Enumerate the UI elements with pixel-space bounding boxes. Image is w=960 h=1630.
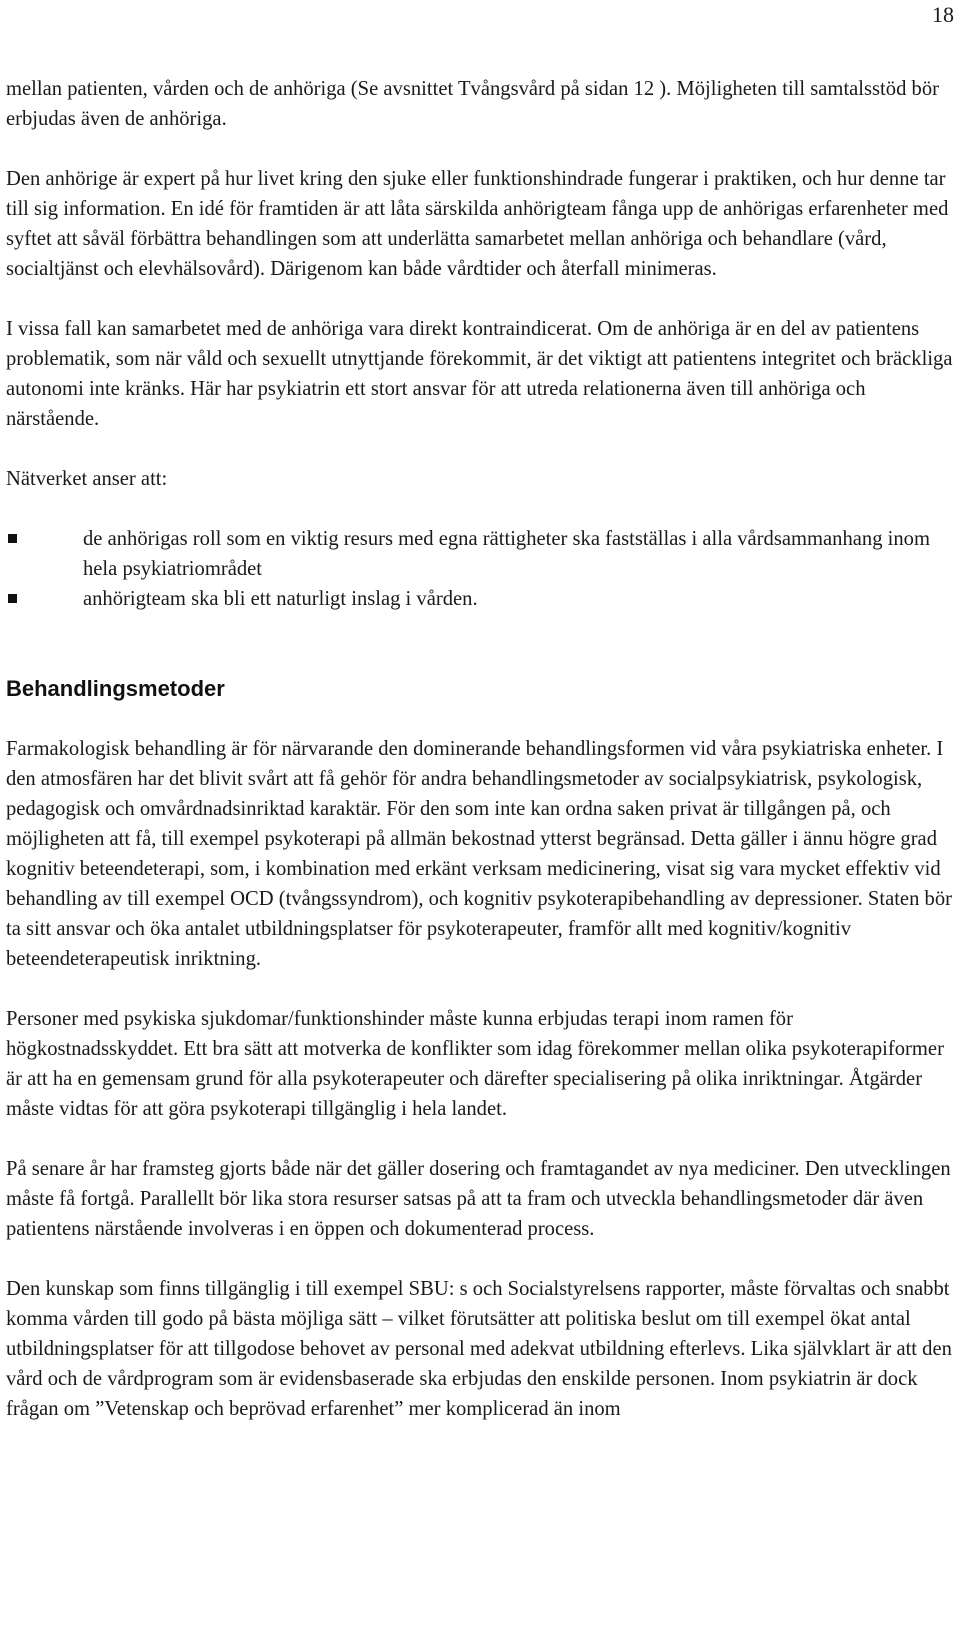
paragraph-natverket-anser: Nätverket anser att: bbox=[6, 468, 168, 490]
paragraph-farmakologisk: Farmakologisk behandling är för närvarande den dominerande behandlingsformen vid våra psykiatriska enheter. I den atmosfären har det blivit svårt att få gehör för andra behandlingsmetoder av socialpsykiatrisk, psykologisk, pedagogisk och omvårdnadsinriktad karaktär. För den som inte kan ordna saken privat är tillgången på, och möjligheten att få, till exempel psykoterapi på allmän bekostnad ytterst begränsad. Detta gäller i ännu högre grad kognitiv beteendeterapi, som, i kombination med erkänt verksam medicinering, visat sig vara mycket effektiv vid behandling av till exempel OCD (tvångssyndrom), och kognitiv psykoterapibehandling av depressioner. Staten bör ta sitt ansvar och öka antalet utbildningsplatser för psykoterapeuter, framför allt med kognitiv/kognitiv beteendeterapeutisk inriktning. bbox=[6, 738, 952, 970]
list-item bbox=[6, 524, 958, 584]
square-bullet-icon bbox=[8, 534, 17, 543]
paragraph-kunskap: Den kunskap som finns tillgänglig i till exempel SBU: s och Socialstyrelsens rapporter, måste förvaltas och snabbt komma vården till godo på bästa möjliga sätt – vilket förutsätter att politiska beslut om till exempel ökat antal utbildningsplatser för att tillgodose behovet av personal med adekvat utbildning efterlevs. Lika självklart är att den vård och de vårdprogram som är evidensbaserade ska erbjudas den enskilde personen. Inom psykiatrin är dock frågan om ”Vetenskap och beprövad erfarenhet” mer komplicerad än inom bbox=[6, 1278, 952, 1420]
list-item bbox=[6, 584, 958, 614]
square-bullet-icon bbox=[8, 594, 17, 603]
paragraph-anhorig-expert: Den anhörige är expert på hur livet kring den sjuke eller funktionshindrade fungerar i praktiken, och hur denne tar till sig information. En idé för framtiden är att låta särskilda anhörigteam fånga upp de anhörigas erfarenheter med syftet att såväl förbättra behandlingen som att underlätta samarbetet mellan anhöriga och behandlare (vård, socialtjänst och elevhälsovård). Därigenom kan både vårdtider och återfall minimeras. bbox=[6, 168, 949, 280]
list-item-text: de anhörigas roll som en viktig resurs med egna rättigheter ska fastställas i alla vårdsammanhang inom hela psykiatriområdet bbox=[83, 528, 930, 580]
paragraph-hogkostnadsskydd: Personer med psykiska sjukdomar/funktionshinder måste kunna erbjudas terapi inom ramen för högkostnadsskyddet. Ett bra sätt att motverka de konflikter som idag förekommer mellan olika psykoterapiformer är att ha en gemensam grund för alla psykoterapeuter och därefter specialisering på olika inriktningar. Åtgärder måste vidtas för att göra psykoterapi tillgänglig i hela landet. bbox=[6, 1008, 944, 1120]
recommendation-list bbox=[6, 524, 958, 614]
page-number: 18 bbox=[932, 2, 954, 27]
paragraph-continuation: mellan patienten, vården och de anhöriga (Se avsnittet Tvångsvård på sidan 12 ). Möjligheten till samtalsstöd bör erbjudas även de anhöriga. bbox=[6, 78, 939, 130]
list-item-text: anhörigteam ska bli ett naturligt inslag i vården. bbox=[83, 588, 478, 610]
paragraph-framsteg: På senare år har framsteg gjorts både när det gäller dosering och framtagandet av nya mediciner. Den utvecklingen måste få fortgå. Parallellt bör lika stora resurser satsas på att ta fram och utveckla behandlingsmetoder där även patientens närstående involveras i en öppen och dokumenterad process. bbox=[6, 1158, 951, 1240]
section-heading: Behandlingsmetoder bbox=[6, 676, 225, 701]
page-body bbox=[6, 74, 958, 1424]
paragraph-kontraindicerat: I vissa fall kan samarbetet med de anhöriga vara direkt kontraindicerat. Om de anhöriga är en del av patientens problematik, som när våld och sexuellt utnyttjande förekommit, är det viktigt att patientens integritet och bräckliga autonomi inte kränks. Här har psykiatrin ett stort ansvar för att utreda relationerna även till anhöriga och närstående. bbox=[6, 318, 953, 430]
